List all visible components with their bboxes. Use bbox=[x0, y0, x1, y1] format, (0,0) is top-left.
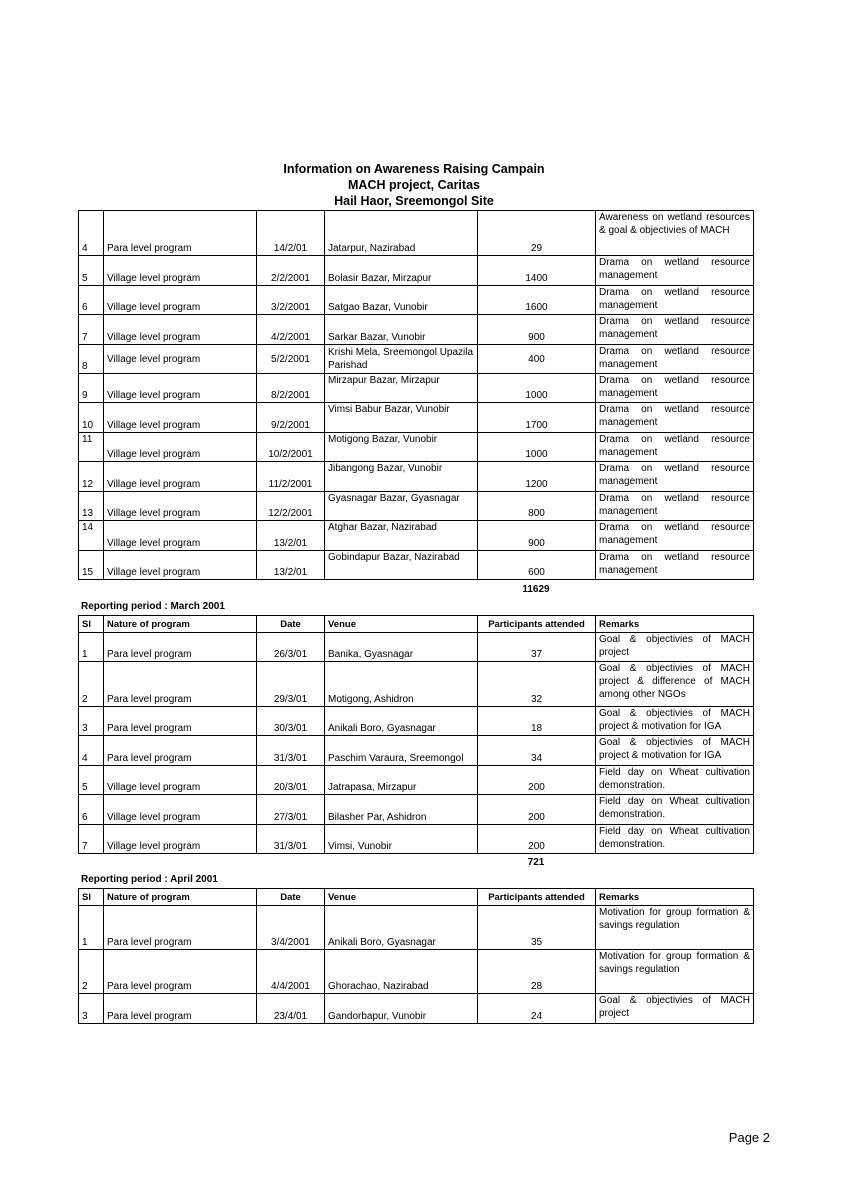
feb-program-table bbox=[78, 210, 754, 580]
row-remarks: Drama on wetland resource management bbox=[596, 256, 754, 286]
row-participants: 1000 bbox=[478, 433, 596, 462]
table-header-row bbox=[79, 616, 754, 633]
col-header-remarks: Remarks bbox=[596, 889, 754, 906]
table-row bbox=[79, 433, 754, 462]
col-header-participants: Participants attended bbox=[478, 889, 596, 906]
row-nature: Village level program bbox=[104, 374, 257, 403]
doc-title-line3: Hail Haor, Sreemongol Site bbox=[334, 194, 494, 208]
row-date: 31/3/01 bbox=[257, 736, 325, 766]
row-participants: 1700 bbox=[478, 403, 596, 433]
april-program-table bbox=[78, 888, 754, 1024]
row-nature: Village level program bbox=[104, 315, 257, 345]
col-header-nature: Nature of program bbox=[104, 889, 257, 906]
row-sl: 11 bbox=[79, 433, 104, 462]
row-participants: 18 bbox=[478, 707, 596, 736]
row-nature: Para level program bbox=[104, 994, 257, 1024]
row-participants: 1000 bbox=[478, 374, 596, 403]
row-nature: Para level program bbox=[104, 906, 257, 950]
col-header-sl: Sl bbox=[79, 889, 104, 906]
doc-title-line2: MACH project, Caritas bbox=[348, 178, 480, 192]
row-participants: 35 bbox=[478, 906, 596, 950]
row-nature: Para level program bbox=[104, 707, 257, 736]
row-remarks: Goal & objectivies of MACH project & motivation for IGA bbox=[596, 736, 754, 766]
row-venue: Gandorbapur, Vunobir bbox=[325, 994, 478, 1024]
row-nature: Village level program bbox=[104, 345, 257, 374]
row-nature: Village level program bbox=[104, 766, 257, 795]
row-participants: 24 bbox=[478, 994, 596, 1024]
row-sl: 6 bbox=[79, 286, 104, 315]
row-remarks: Goal & objectivies of MACH project bbox=[596, 633, 754, 662]
row-nature: Para level program bbox=[104, 211, 257, 256]
row-date: 31/3/01 bbox=[257, 825, 325, 854]
row-date: 23/4/01 bbox=[257, 994, 325, 1024]
row-remarks: Motivation for group formation & savings regulation bbox=[596, 906, 754, 950]
row-venue: Paschim Varaura, Sreemongol bbox=[325, 736, 478, 766]
march-program-table bbox=[78, 615, 754, 854]
row-venue: Bilasher Par, Ashidron bbox=[325, 795, 478, 825]
row-sl: 6 bbox=[79, 795, 104, 825]
row-remarks: Drama on wetland resource management bbox=[596, 286, 754, 315]
row-remarks: Motivation for group formation & savings regulation bbox=[596, 950, 754, 994]
row-venue: Gobindapur Bazar, Nazirabad bbox=[325, 551, 478, 580]
row-date: 3/2/2001 bbox=[257, 286, 325, 315]
row-sl: 3 bbox=[79, 707, 104, 736]
row-participants: 200 bbox=[478, 825, 596, 854]
row-participants: 28 bbox=[478, 950, 596, 994]
row-remarks: Goal & objectivies of MACH project & difference of MACH among other NGOs bbox=[596, 662, 754, 707]
row-venue: Jatrapasa, Mirzapur bbox=[325, 766, 478, 795]
table-row bbox=[79, 256, 754, 286]
row-venue: Anikali Boro, Gyasnagar bbox=[325, 906, 478, 950]
row-date: 4/4/2001 bbox=[257, 950, 325, 994]
feb-total-participants: 11629 bbox=[522, 584, 550, 595]
table-row bbox=[79, 403, 754, 433]
row-sl: 13 bbox=[79, 492, 104, 521]
row-nature: Village level program bbox=[104, 403, 257, 433]
row-nature: Village level program bbox=[104, 825, 257, 854]
col-header-date: Date bbox=[257, 616, 325, 633]
row-participants: 200 bbox=[478, 795, 596, 825]
row-date: 26/3/01 bbox=[257, 633, 325, 662]
row-remarks: Goal & objectivies of MACH project & motivation for IGA bbox=[596, 707, 754, 736]
row-sl: 10 bbox=[79, 403, 104, 433]
table-row bbox=[79, 906, 754, 950]
table-row bbox=[79, 736, 754, 766]
row-venue: Motigong Bazar, Vunobir bbox=[325, 433, 478, 462]
table-row bbox=[79, 766, 754, 795]
col-header-nature: Nature of program bbox=[104, 616, 257, 633]
row-venue: Banika, Gyasnagar bbox=[325, 633, 478, 662]
col-header-sl: Sl bbox=[79, 616, 104, 633]
row-sl: 2 bbox=[79, 662, 104, 707]
row-participants: 200 bbox=[478, 766, 596, 795]
row-nature: Para level program bbox=[104, 736, 257, 766]
table-row bbox=[79, 633, 754, 662]
row-remarks: Drama on wetland resource management bbox=[596, 433, 754, 462]
table-header-row bbox=[79, 889, 754, 906]
table-row bbox=[79, 345, 754, 374]
row-sl: 1 bbox=[79, 906, 104, 950]
row-date: 2/2/2001 bbox=[257, 256, 325, 286]
row-venue: Sarkar Bazar, Vunobir bbox=[325, 315, 478, 345]
table-row bbox=[79, 825, 754, 854]
row-remarks: Drama on wetland resource management bbox=[596, 345, 754, 374]
row-sl: 7 bbox=[79, 315, 104, 345]
row-date: 27/3/01 bbox=[257, 795, 325, 825]
row-venue: Vimsi Babur Bazar, Vunobir bbox=[325, 403, 478, 433]
row-sl: 3 bbox=[79, 994, 104, 1024]
row-venue: Motigong, Ashidron bbox=[325, 662, 478, 707]
table-row bbox=[79, 521, 754, 551]
page-number: Page 2 bbox=[728, 1130, 770, 1145]
row-participants: 1400 bbox=[478, 256, 596, 286]
row-venue: Krishi Mela, Sreemongol Upazila Parishad bbox=[325, 345, 478, 374]
row-nature: Village level program bbox=[104, 286, 257, 315]
table-row bbox=[79, 950, 754, 994]
row-remarks: Drama on wetland resource management bbox=[596, 521, 754, 551]
row-date: 13/2/01 bbox=[257, 521, 325, 551]
row-sl: 12 bbox=[79, 462, 104, 492]
row-sl: 1 bbox=[79, 633, 104, 662]
row-nature: Village level program bbox=[104, 492, 257, 521]
row-venue: Ghorachao, Nazirabad bbox=[325, 950, 478, 994]
row-nature: Village level program bbox=[104, 795, 257, 825]
col-header-venue: Venue bbox=[325, 889, 478, 906]
row-date: 12/2/2001 bbox=[257, 492, 325, 521]
table-row bbox=[79, 374, 754, 403]
table-row bbox=[79, 492, 754, 521]
row-participants: 32 bbox=[478, 662, 596, 707]
row-remarks: Drama on wetland resource management bbox=[596, 462, 754, 492]
table-row bbox=[79, 315, 754, 345]
table-row bbox=[79, 462, 754, 492]
row-venue: Jibangong Bazar, Vunobir bbox=[325, 462, 478, 492]
row-date: 8/2/2001 bbox=[257, 374, 325, 403]
row-venue: Jatarpur, Nazirabad bbox=[325, 211, 478, 256]
row-remarks: Drama on wetland resource management bbox=[596, 374, 754, 403]
row-date: 29/3/01 bbox=[257, 662, 325, 707]
row-participants: 800 bbox=[478, 492, 596, 521]
row-venue: Mirzapur Bazar, Mirzapur bbox=[325, 374, 478, 403]
row-sl: 2 bbox=[79, 950, 104, 994]
row-date: 13/2/01 bbox=[257, 551, 325, 580]
march-period-label: Reporting period : March 2001 bbox=[81, 601, 225, 612]
row-date: 14/2/01 bbox=[257, 211, 325, 256]
row-sl: 9 bbox=[79, 374, 104, 403]
col-header-remarks: Remarks bbox=[596, 616, 754, 633]
row-remarks: Field day on Wheat cultivation demonstration. bbox=[596, 795, 754, 825]
row-date: 20/3/01 bbox=[257, 766, 325, 795]
row-nature: Village level program bbox=[104, 256, 257, 286]
row-sl: 7 bbox=[79, 825, 104, 854]
row-remarks: Drama on wetland resource management bbox=[596, 492, 754, 521]
col-header-venue: Venue bbox=[325, 616, 478, 633]
row-participants: 900 bbox=[478, 315, 596, 345]
row-nature: Para level program bbox=[104, 633, 257, 662]
row-nature: Village level program bbox=[104, 551, 257, 580]
table-row bbox=[79, 286, 754, 315]
row-participants: 34 bbox=[478, 736, 596, 766]
row-sl: 14 bbox=[79, 521, 104, 551]
doc-title-line1: Information on Awareness Raising Campain bbox=[283, 162, 545, 176]
row-remarks: Awareness on wetland resources & goal & objectivies of MACH bbox=[596, 211, 754, 256]
row-venue: Bolasir Bazar, Mirzapur bbox=[325, 256, 478, 286]
row-sl: 4 bbox=[79, 211, 104, 256]
row-date: 3/4/2001 bbox=[257, 906, 325, 950]
row-venue: Satgao Bazar, Vunobir bbox=[325, 286, 478, 315]
row-venue: Anikali Boro, Gyasnagar bbox=[325, 707, 478, 736]
row-remarks: Field day on Wheat cultivation demonstration. bbox=[596, 766, 754, 795]
row-nature: Village level program bbox=[104, 521, 257, 551]
row-remarks: Drama on wetland resource management bbox=[596, 551, 754, 580]
row-participants: 600 bbox=[478, 551, 596, 580]
row-date: 5/2/2001 bbox=[257, 345, 325, 374]
table-row bbox=[79, 211, 754, 256]
row-date: 30/3/01 bbox=[257, 707, 325, 736]
table-row bbox=[79, 707, 754, 736]
row-participants: 900 bbox=[478, 521, 596, 551]
table-row bbox=[79, 662, 754, 707]
row-participants: 1200 bbox=[478, 462, 596, 492]
row-participants: 29 bbox=[478, 211, 596, 256]
col-header-date: Date bbox=[257, 889, 325, 906]
row-venue: Vimsi, Vunobir bbox=[325, 825, 478, 854]
row-venue: Gyasnagar Bazar, Gyasnagar bbox=[325, 492, 478, 521]
row-remarks: Drama on wetland resource management bbox=[596, 403, 754, 433]
row-participants: 37 bbox=[478, 633, 596, 662]
row-sl: 5 bbox=[79, 766, 104, 795]
row-remarks: Drama on wetland resource management bbox=[596, 315, 754, 345]
table-row bbox=[79, 994, 754, 1024]
row-date: 9/2/2001 bbox=[257, 403, 325, 433]
row-participants: 1600 bbox=[478, 286, 596, 315]
row-nature: Para level program bbox=[104, 950, 257, 994]
row-participants: 400 bbox=[478, 345, 596, 374]
table-row bbox=[79, 795, 754, 825]
row-nature: Village level program bbox=[104, 462, 257, 492]
table-row bbox=[79, 551, 754, 580]
row-sl: 4 bbox=[79, 736, 104, 766]
row-nature: Para level program bbox=[104, 662, 257, 707]
row-date: 11/2/2001 bbox=[257, 462, 325, 492]
row-venue: Atghar Bazar, Nazirabad bbox=[325, 521, 478, 551]
row-nature: Village level program bbox=[104, 433, 257, 462]
row-sl: 5 bbox=[79, 256, 104, 286]
row-sl: 8 bbox=[79, 345, 104, 374]
row-sl: 15 bbox=[79, 551, 104, 580]
row-date: 10/2/2001 bbox=[257, 433, 325, 462]
row-date: 4/2/2001 bbox=[257, 315, 325, 345]
row-remarks: Field day on Wheat cultivation demonstration. bbox=[596, 825, 754, 854]
april-period-label: Reporting period : April 2001 bbox=[81, 874, 218, 885]
row-remarks: Goal & objectivies of MACH project bbox=[596, 994, 754, 1024]
march-total-participants: 721 bbox=[527, 857, 545, 868]
col-header-participants: Participants attended bbox=[478, 616, 596, 633]
